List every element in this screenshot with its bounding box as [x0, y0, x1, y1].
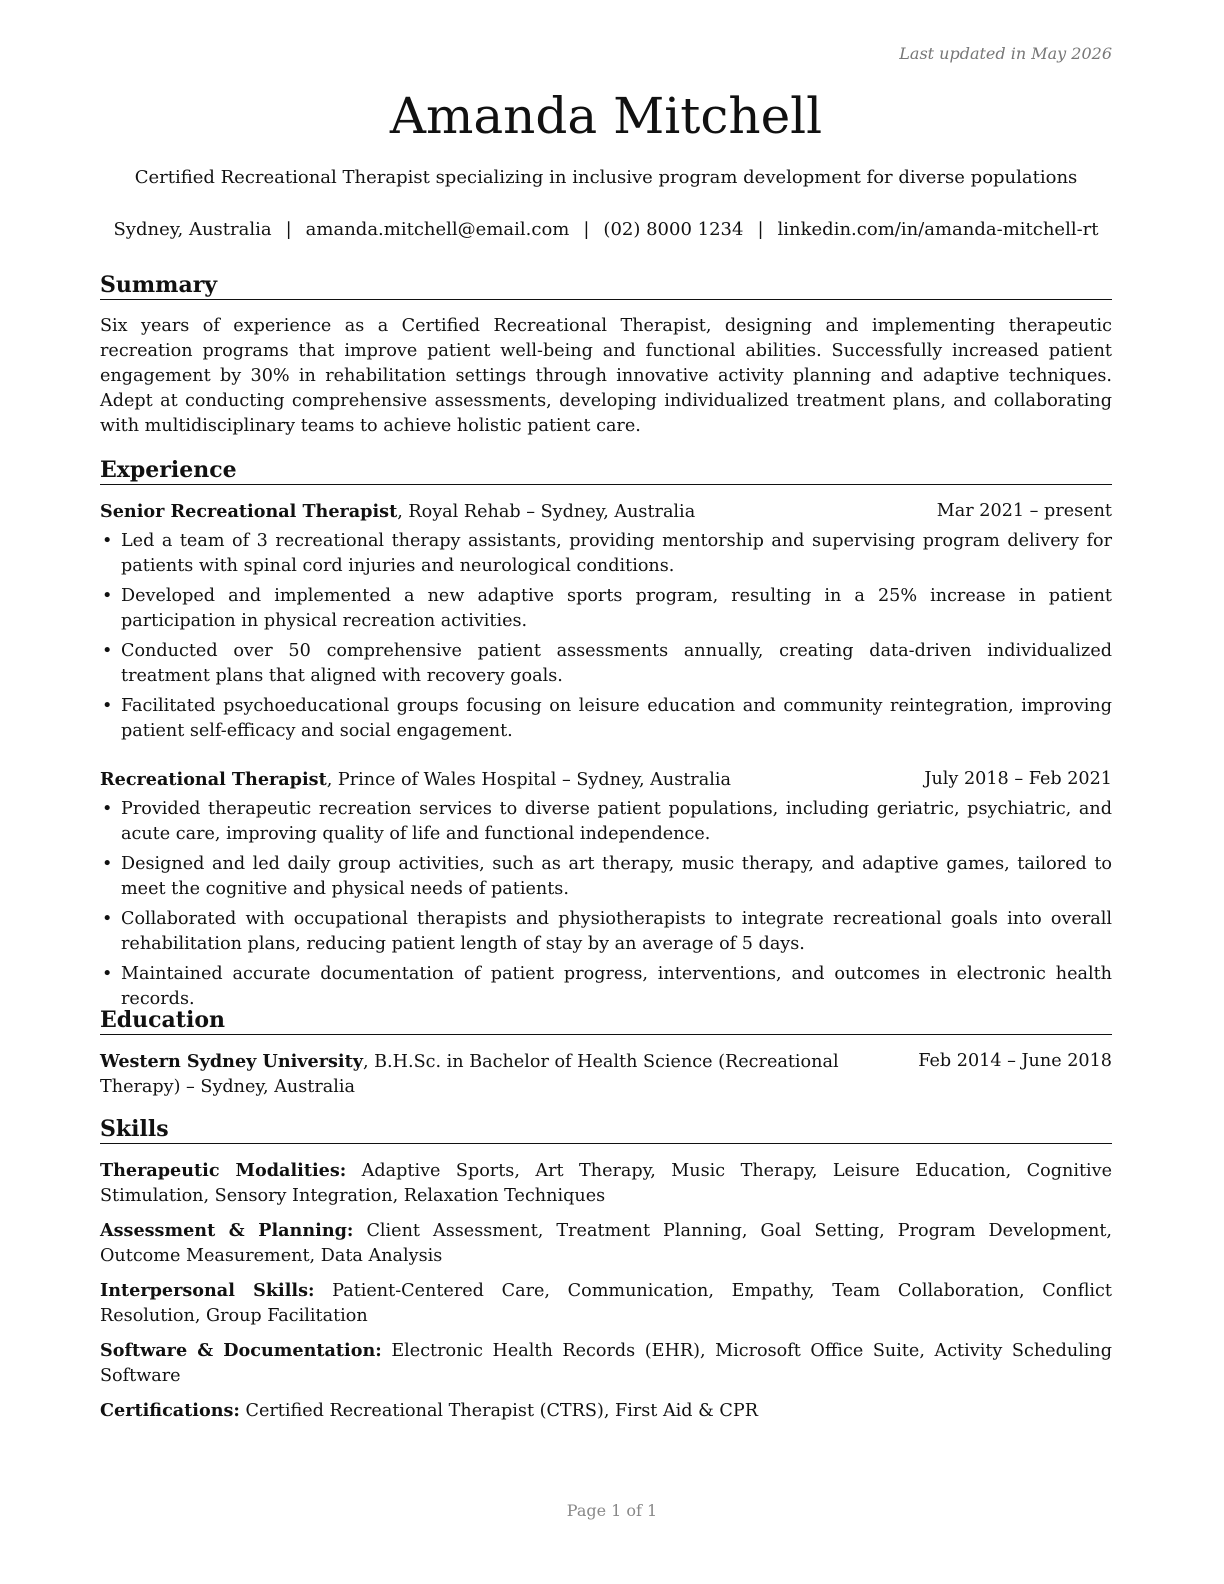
contact-linkedin[interactable]: linkedin.com/in/amanda-mitchell-rt — [777, 219, 1099, 240]
job-bullet: • Conducted over 50 comprehensive patient assessments annually, creating data-driven individualized treatment plans that aligned with recovery goals. — [100, 639, 1112, 689]
job-bullet: • Provided therapeutic recreation services to diverse patient populations, including geriatric, psychiatric, and acute care, improving quality of life and functional independence. — [100, 797, 1112, 847]
tagline: Certified Recreational Therapist specializing in inclusive program development for diverse populations — [134, 167, 1078, 188]
contact-separator: | — [285, 219, 292, 240]
skill-value: Patient-Centered Care, Communication, Empathy, Team Collaboration, Conflict Resolution, Group Facilitation — [100, 1281, 1112, 1326]
skill-row — [100, 1218, 1112, 1269]
job-bullet: • Collaborated with occupational therapists and physiotherapists to integrate recreational goals into overall rehabilitation plans, reducing patient length of stay by an average of 5 days. — [100, 907, 1112, 957]
education-dates: Feb 2014 – June 2018 — [918, 1051, 1112, 1071]
section-title-experience: Experience — [100, 456, 1112, 485]
skill-label: Assessment & Planning: — [100, 1220, 354, 1241]
candidate-name: Amanda Mitchell — [389, 87, 823, 145]
contact-phone: (02) 8000 1234 — [603, 219, 744, 240]
education-school: Western Sydney University — [100, 1051, 363, 1072]
skill-value: Client Assessment, Treatment Planning, Goal Setting, Program Development, Outcome Measurement, Data Analysis — [100, 1221, 1112, 1266]
job-bullet: • Led a team of 3 recreational therapy assistants, providing mentorship and supervising program delivery for patients with spinal cord injuries and neurological conditions. — [100, 529, 1112, 579]
section-title-skills: Skills — [100, 1115, 1112, 1144]
job-org: , Prince of Wales Hospital – Sydney, Australia — [326, 770, 731, 790]
contact-location: Sydney, Australia — [113, 219, 272, 240]
contact-separator: | — [583, 219, 590, 240]
job-bullet: • Developed and implemented a new adaptive sports program, resulting in a 25% increase in patient participation in physical recreation activities. — [100, 584, 1112, 634]
job-bullet: • Designed and led daily group activities, such as art therapy, music therapy, and adaptive games, tailored to meet the cognitive and physical needs of patients. — [100, 852, 1112, 902]
page-number: Page 1 of 1 — [566, 1501, 658, 1520]
job-role: Recreational Therapist — [100, 769, 327, 790]
job-bullet: • Maintained accurate documentation of patient progress, interventions, and outcomes in electronic health records. — [100, 962, 1112, 1012]
section-title-summary: Summary — [100, 271, 1112, 300]
education-degree: , B.H.Sc. in Bachelor of Health Science (Recreational Therapy) – Sydney, Australia — [100, 1052, 839, 1097]
job-role: Senior Recreational Therapist — [100, 501, 398, 522]
skill-value: Adaptive Sports, Art Therapy, Music Therapy, Leisure Education, Cognitive Stimulation, Sensory Integration, Relaxation Techniques — [100, 1161, 1112, 1206]
skill-row — [100, 1398, 1112, 1424]
skill-row — [100, 1158, 1112, 1209]
skill-value: Certified Recreational Therapist (CTRS), First Aid & CPR — [239, 1401, 758, 1421]
contact-line — [88, 219, 1124, 240]
contact-separator: | — [757, 219, 764, 240]
skill-row — [100, 1338, 1112, 1389]
job-dates: Mar 2021 – present — [936, 501, 1112, 521]
skill-label: Therapeutic Modalities: — [100, 1160, 347, 1181]
section-title-education: Education — [100, 1006, 1112, 1035]
job-header — [100, 767, 1112, 793]
last-updated: Last updated in May 2026 — [899, 44, 1112, 63]
job-header — [100, 499, 1112, 525]
skill-value: Electronic Health Records (EHR), Microsoft Office Suite, Activity Scheduling Software — [100, 1341, 1113, 1386]
skill-label: Software & Documentation: — [100, 1340, 382, 1361]
job-org: , Royal Rehab – Sydney, Australia — [397, 502, 696, 522]
education-entry — [100, 1049, 1112, 1100]
job-dates: July 2018 – Feb 2021 — [924, 769, 1112, 789]
contact-email[interactable]: amanda.mitchell@email.com — [305, 219, 570, 240]
job-bullets — [100, 797, 1112, 1017]
job-bullet: • Facilitated psychoeducational groups focusing on leisure education and community reintegration, improving patient self-efficacy and social engagement. — [100, 694, 1112, 744]
skill-label: Certifications: — [100, 1400, 240, 1421]
skill-label: Interpersonal Skills: — [100, 1280, 315, 1301]
job-bullets — [100, 529, 1112, 749]
skills-list — [100, 1158, 1112, 1433]
summary-text: Six years of experience as a Certified Recreational Therapist, designing and implementing therapeutic recreation programs that improve patient well-being and functional abilities. Successfully increased patient engagement by 30% in rehabilitation settings through innovative activity planning and adaptive techniques. Adept at conducting comprehensive assessments, developing individualized treatment plans, and collaborating with multidisciplinary teams to achieve holistic patient care. — [100, 316, 1112, 436]
skill-row — [100, 1278, 1112, 1329]
